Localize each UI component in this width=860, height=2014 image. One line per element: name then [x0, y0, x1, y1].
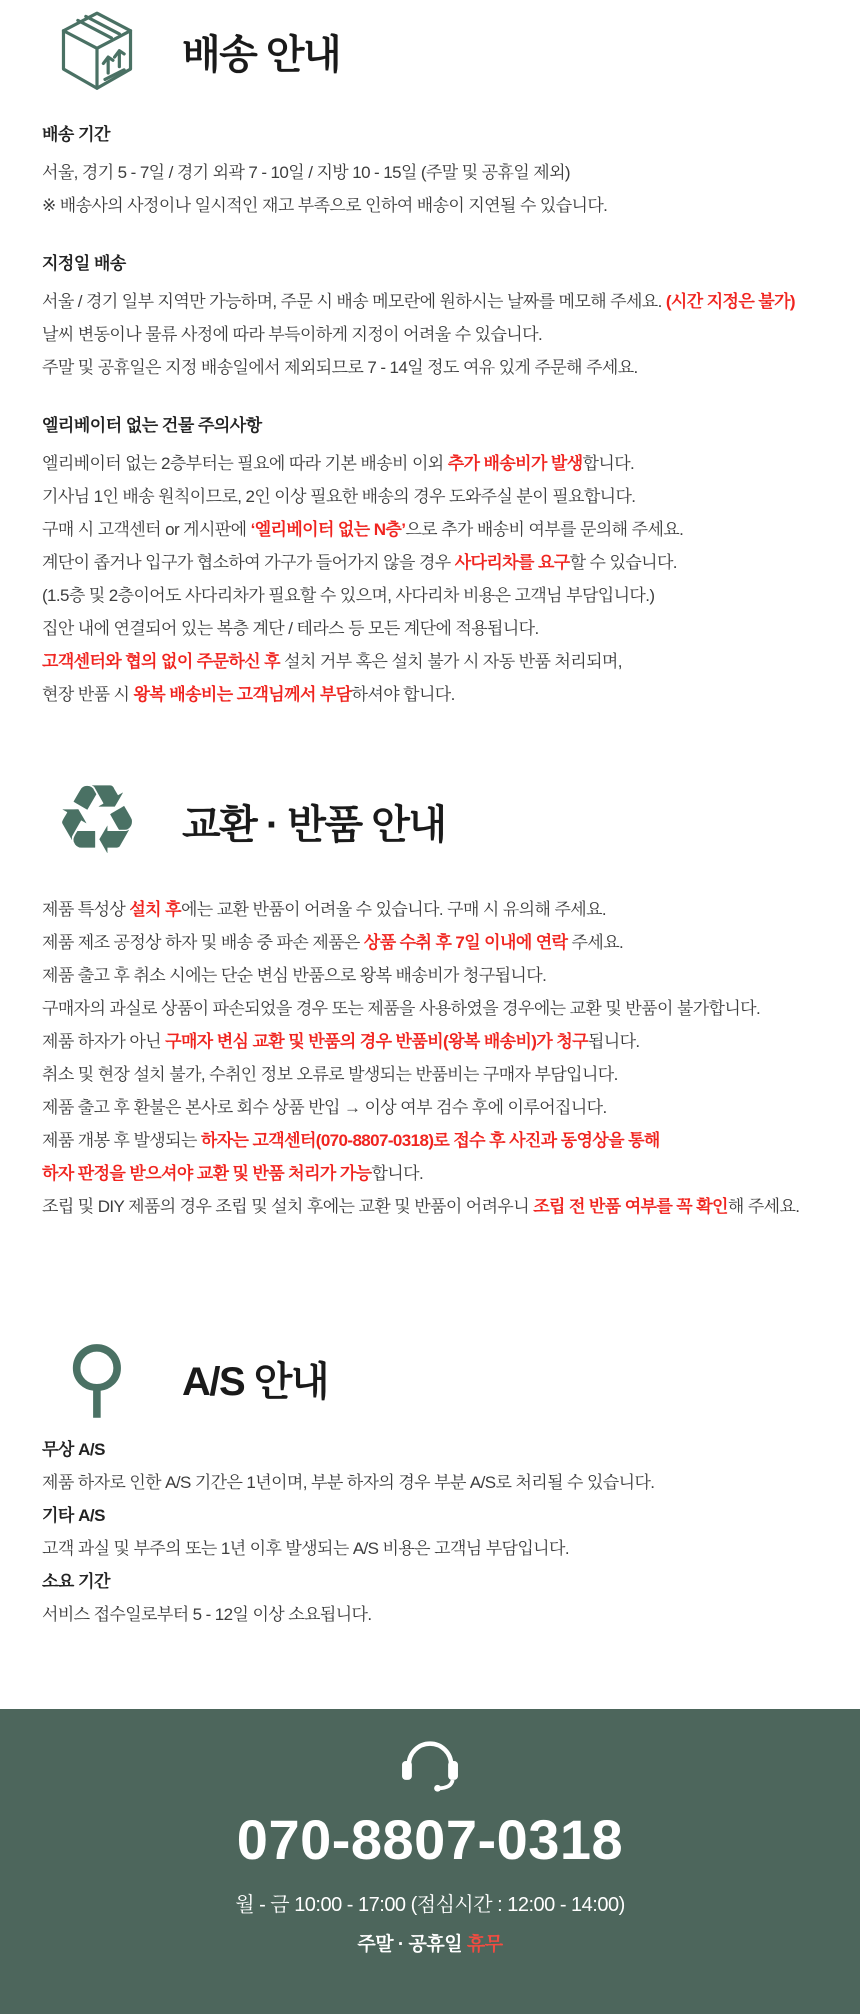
text-line: 엘리베이터 없는 2층부터는 필요에 따라 기본 배송비 이외 추가 배송비가 발생합니다. [42, 454, 635, 473]
section-title-shipping: 배송 안내 [182, 33, 341, 77]
text-line: ※ 배송사의 사정이나 일시적인 재고 부족으로 인하여 배송이 지연될 수 있습니다. [42, 196, 608, 215]
text-line: 제품 출고 후 환불은 본사로 회수 상품 반입 → 이상 여부 검수 후에 이루어집니다. [42, 1098, 607, 1117]
text-line: 제품 개봉 후 발생되는 하자는 고객센터(070-8807-0318)로 접수 후 사진과 동영상을 통해 [42, 1131, 660, 1150]
holiday-notice [0, 1929, 860, 1956]
text-line: 조립 및 DIY 제품의 경우 조립 및 설치 후에는 교환 및 반품이 어려우니 조립 전 반품 여부를 꼭 확인해 주세요. [42, 1197, 800, 1216]
holiday-prefix: 주말 · 공휴일 [357, 1934, 467, 1955]
text-line: 집안 내에 연결되어 있는 복층 계단 / 테라스 등 모든 계단에 적용됩니다. [42, 619, 539, 638]
headset-icon [0, 1727, 860, 1797]
recycle-icon: ♻ [53, 767, 141, 874]
text-line: 서비스 접수일로부터 5 - 12일 이상 소요됩니다. [42, 1605, 372, 1624]
text-line: 제품 하자가 아닌 구매자 변심 교환 및 반품의 경우 반품비(왕복 배송비)가 청구됩니다. [42, 1032, 640, 1051]
section-exchange-body [42, 893, 832, 1223]
holiday-closed-label: 휴무 [466, 1934, 503, 1955]
business-hours: 월 - 금 10:00 - 17:00 (점심시간 : 12:00 - 14:00) [235, 1894, 625, 1916]
block-heading: 지정일 배송 [42, 254, 126, 273]
text-line: 취소 및 현장 설치 불가, 수취인 정보 오류로 발생되는 반품비는 구매자 부담입니다. [42, 1065, 618, 1084]
text-line: 하자 판정을 받으셔야 교환 및 반품 처리가 가능합니다. [42, 1164, 424, 1183]
section-title-exchange: 교환 · 반품 안내 [182, 802, 446, 847]
text-line: 제품 하자로 인한 A/S 기간은 1년이며, 부분 하자의 경우 부분 A/S로 처리될 수 있습니다. [42, 1473, 655, 1492]
section-as-header [42, 1330, 832, 1426]
block-heading: 소요 기간 [42, 1572, 110, 1591]
text-line: 서울, 경기 5 - 7일 / 경기 외곽 7 - 10일 / 지방 10 - 15일 (주말 및 공휴일 제외) [42, 163, 570, 182]
section-exchange-header [42, 767, 832, 874]
box-icon [42, 10, 152, 93]
tools-icon: ⚲ [65, 1330, 129, 1426]
text-line: 계단이 좁거나 입구가 협소하여 가구가 들어가지 않을 경우 사다리차를 요구할 수 있습니다. [42, 553, 677, 572]
section-exchange [42, 767, 832, 1223]
section-shipping-header [42, 10, 832, 93]
text-line: 현장 반품 시 왕복 배송비는 고객님께서 부담하셔야 합니다. [42, 685, 455, 704]
text-line: 제품 제조 공정상 하자 및 배송 중 파손 제품은 상품 수취 후 7일 이내에 연락 주세요. [42, 933, 624, 952]
text-line: 구매자의 과실로 상품이 파손되었을 경우 또는 제품을 사용하였을 경우에는 교환 및 반품이 불가합니다. [42, 999, 761, 1018]
text-line: 제품 출고 후 취소 시에는 단순 변심 반품으로 왕복 배송비가 청구됩니다. [42, 966, 547, 985]
block-heading: 기타 A/S [42, 1506, 105, 1525]
phone-number: 070-8807-0318 [236, 1808, 624, 1871]
text-line: 고객센터와 협의 없이 주문하신 후 설치 거부 혹은 설치 불가 시 자동 반품 처리되며, [42, 652, 622, 671]
block-heading: 배송 기간 [42, 125, 110, 144]
section-shipping-body [42, 118, 832, 711]
text-line: 고객 과실 및 부주의 또는 1년 이후 발생되는 A/S 비용은 고객님 부담입니다. [42, 1539, 569, 1558]
text-line: 주말 및 공휴일은 지정 배송일에서 제외되므로 7 - 14일 정도 여유 있게 주문해 주세요. [42, 358, 638, 377]
block-heading: 엘리베이터 없는 건물 주의사항 [42, 416, 262, 435]
section-as-body [42, 1433, 832, 1631]
text-line: (1.5층 및 2층이어도 사다리차가 필요할 수 있으며, 사다리차 비용은 고객님 부담입니다.) [42, 586, 655, 605]
section-as [42, 1330, 832, 1631]
text-line: 날씨 변동이나 물류 사정에 따라 부득이하게 지정이 어려울 수 있습니다. [42, 325, 543, 344]
block-heading: 무상 A/S [42, 1440, 105, 1459]
text-line: 서울 / 경기 일부 지역만 가능하며, 주문 시 배송 메모란에 원하시는 날짜를 메모해 주세요. (시간 지정은 불가) [42, 292, 795, 311]
text-line: 구매 시 고객센터 or 게시판에 ‘엘리베이터 없는 N층’으로 추가 배송비 여부를 문의해 주세요. [42, 520, 684, 539]
section-shipping [42, 10, 832, 711]
text-line: 제품 특성상 설치 후에는 교환 반품이 어려울 수 있습니다. 구매 시 유의해 주세요. [42, 900, 607, 919]
footer [0, 1709, 860, 2014]
text-line: 기사님 1인 배송 원칙이므로, 2인 이상 필요한 배송의 경우 도와주실 분이 필요합니다. [42, 487, 636, 506]
section-title-as: A/S 안내 [182, 1359, 329, 1404]
